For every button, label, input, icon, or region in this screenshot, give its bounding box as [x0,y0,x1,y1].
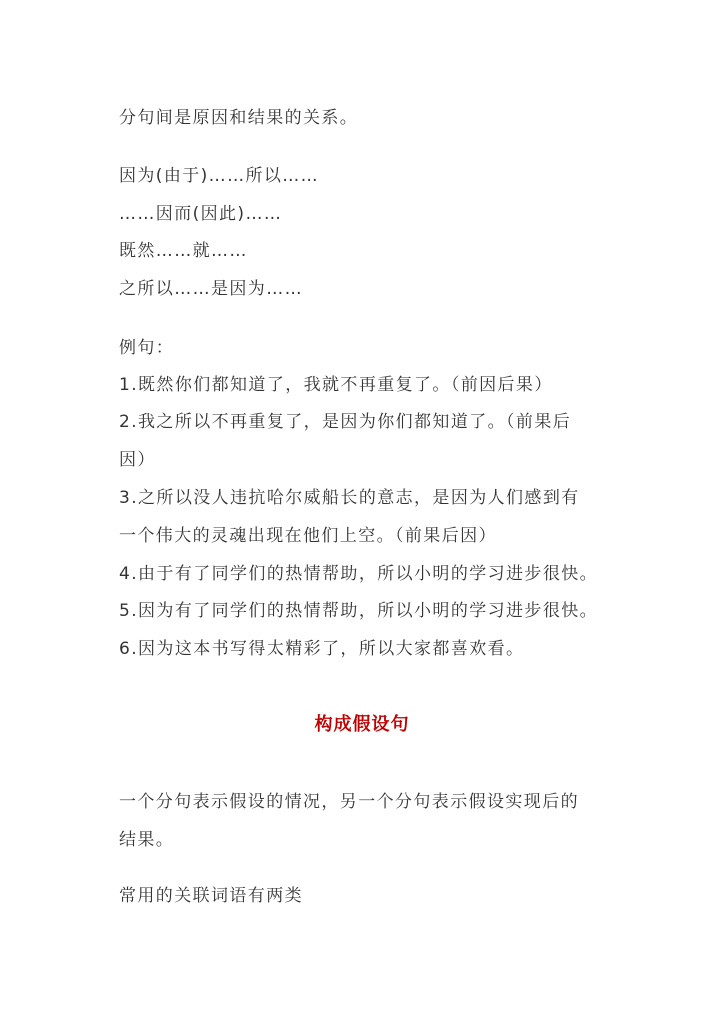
intro-text: 分句间是原因和结果的关系。 [119,108,359,128]
pattern-line: 因为(由于)……所以…… [119,166,320,186]
example-line: 一个伟大的灵魂出现在他们上空。（前果后因） [119,526,497,546]
pattern-line: 之所以……是因为…… [119,279,303,299]
section-desc-line: 一个分句表示假设的情况，另一个分句表示假设实现后的 [119,792,579,812]
example-line: 2.我之所以不再重复了，是因为你们都知道了。（前果后 [119,412,572,432]
example-line: 1.既然你们都知道了，我就不再重复了。（前因后果） [119,375,553,395]
pattern-line: 既然……就…… [119,241,248,261]
section-desc-line: 结果。 [119,830,175,850]
example-line: 4.由于有了同学们的热情帮助，所以小明的学习进步很快。 [119,564,599,584]
section-note: 常用的关联词语有两类 [119,886,303,906]
example-line: 3.之所以没人违抗哈尔威船长的意志，是因为人们感到有 [119,488,580,508]
example-line: 因） [119,450,156,470]
example-line: 6.因为这本书写得太精彩了，所以大家都喜欢看。 [119,639,525,659]
example-line: 5.因为有了同学们的热情帮助，所以小明的学习进步很快。 [119,601,599,621]
pattern-line: ……因而(因此)…… [119,204,283,224]
examples-label: 例句： [119,338,175,358]
section-heading: 构成假设句 [314,714,410,735]
